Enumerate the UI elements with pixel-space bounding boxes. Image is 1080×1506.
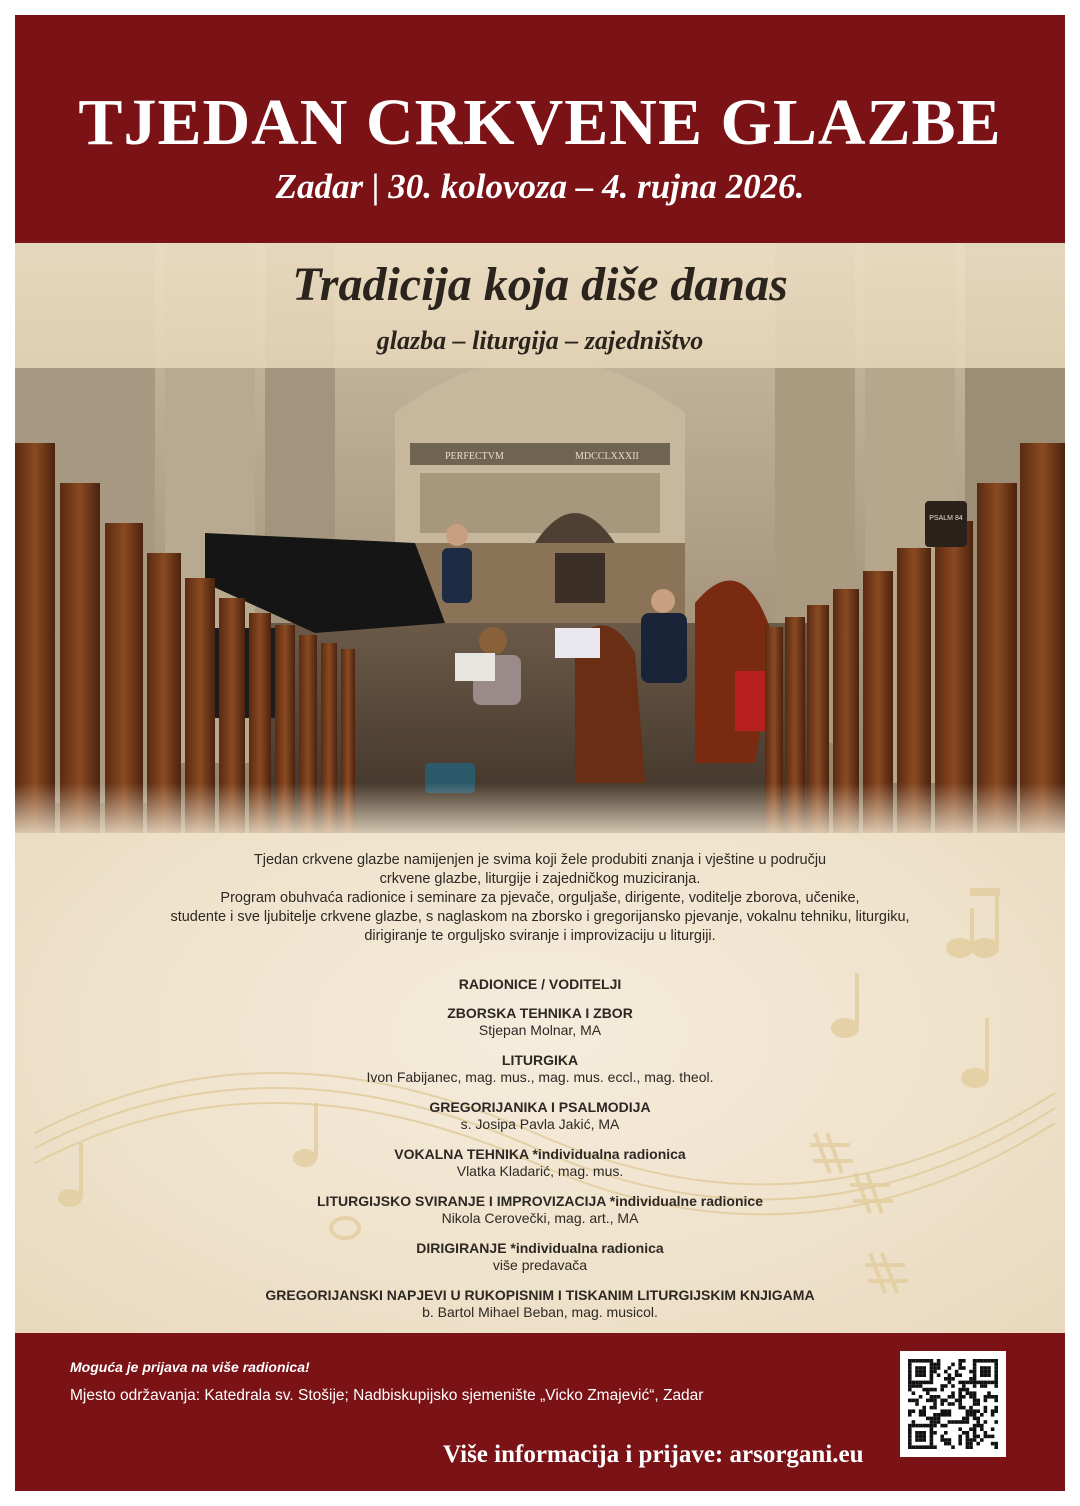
workshop-item	[135, 1004, 945, 1039]
workshop-leader: Vlatka Kladarić, mag. mus.	[456, 1163, 624, 1179]
workshop-name: GREGORIJANSKI NAPJEVI U RUKOPISNIM I TISKANIM LITURGIJSKIM KNJIGAMA	[265, 1287, 815, 1303]
workshop-list	[135, 975, 945, 1333]
workshop-item	[135, 1239, 945, 1274]
more-info-link[interactable]: Više informacija i prijave: arsorgani.eu	[443, 1441, 864, 1468]
tagline-band	[15, 243, 1065, 368]
workshop-leader: više predavača	[492, 1257, 588, 1273]
intro-line: studente i sve ljubitelje crkvene glazbe, s naglaskom na zborsko i gregorijansko pjevanje, vokalnu tehniku, liturgiku,	[170, 909, 910, 925]
workshop-leader: Stjepan Molnar, MA	[478, 1022, 602, 1038]
footer-banner	[15, 1333, 1065, 1491]
intro-line: Program obuhvaća radionice i seminare za pjevače, orguljaše, dirigente, voditelje zborova, učenike,	[220, 890, 860, 906]
registration-note: Moguća je prijava na više radionica!	[70, 1359, 310, 1375]
event-title: TJEDAN CRKVENE GLAZBE	[78, 86, 1002, 159]
event-date-location: Zadar | 30. kolovoza – 4. rujna 2026.	[275, 167, 805, 206]
inscription-left: PERFECTVM	[445, 451, 504, 462]
intro-line: crkvene glazbe, liturgije i zajedničkog muziciranja.	[379, 871, 701, 887]
intro-line: dirigiranje te orguljsko sviranje i improvizaciju u liturgiji.	[364, 928, 716, 944]
psalm-board: PSALM 84	[929, 515, 963, 522]
tagline-subtitle: glazba – liturgija – zajedništvo	[376, 326, 704, 355]
workshop-name: ZBORSKA TEHNIKA I ZBOR	[447, 1005, 633, 1021]
workshop-name: LITURGIJSKO SVIRANJE I IMPROVIZACIJA *individualne radionice	[317, 1193, 763, 1209]
intro-text	[75, 851, 1005, 946]
workshop-leader: Nikola Cerovečki, mag. art., MA	[441, 1210, 639, 1226]
workshop-leader: b. Bartol Mihael Beban, mag. musicol.	[422, 1304, 658, 1320]
workshop-name: VOKALNA TEHNIKA *individualna radionica	[394, 1146, 686, 1162]
workshop-item	[135, 1286, 945, 1321]
qr-code-icon[interactable]	[900, 1351, 1006, 1457]
workshop-leader: s. Josipa Pavla Jakić, MA	[460, 1116, 620, 1132]
workshop-leader: Ivon Fabijanec, mag. mus., mag. mus. eccl., mag. theol.	[366, 1069, 714, 1085]
workshop-name: LITURGIKA	[501, 1052, 579, 1068]
workshop-name: DIRIGIRANJE *individualna radionica	[416, 1240, 664, 1256]
venue-text: Mjesto održavanja: Katedrala sv. Stošije; Nadbiskupijsko sjemenište „Vicko Zmajević“, Zadar	[70, 1387, 704, 1404]
workshop-item	[135, 1145, 945, 1180]
workshop-item	[135, 1192, 945, 1227]
workshop-name: GREGORIJANIKA I PSALMODIJA	[429, 1099, 651, 1115]
intro-line: Tjedan crkvene glazbe namijenjen je svima koji žele produbiti znanja i vještine u području	[253, 852, 827, 868]
inscription-right: MDCCLXXXII	[575, 451, 639, 462]
poster	[15, 15, 1065, 1491]
header-banner	[15, 15, 1065, 243]
workshop-heading: RADIONICE / VODITELJI	[458, 976, 622, 992]
workshop-item	[135, 1051, 945, 1086]
tagline: Tradicija koja diše danas	[292, 258, 788, 311]
program-section	[15, 833, 1065, 1333]
workshop-item	[135, 1098, 945, 1133]
